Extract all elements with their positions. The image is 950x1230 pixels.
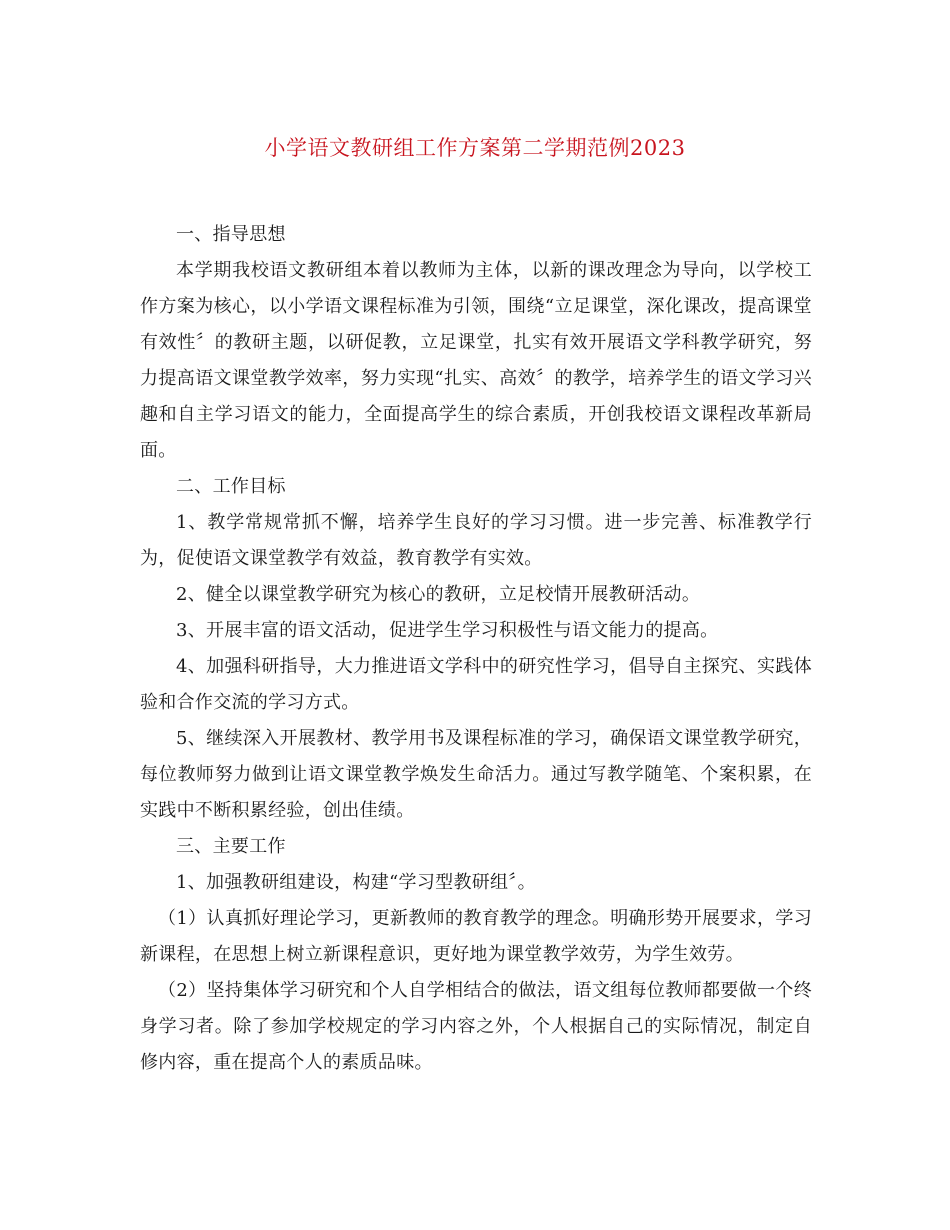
- paragraph: 3、开展丰富的语文活动，促进学生学习积极性与语文能力的提高。: [176, 620, 719, 641]
- paragraph: 5、继续深入开展教材、教学用书及课程标准的学习，确保语文课堂教学研究，每位教师努力做到让语文课堂教学焕发生命活力。通过写教学随笔、个案积累，在实践中不断积累经验，创出佳绩。: [140, 728, 812, 821]
- sub-paragraph: （2）坚持集体学习研究和个人自学相结合的做法，语文组每位教师都要做一个终身学习者。除了参加学校规定的学习内容之外，个人根据自己的实际情况，制定自修内容，重在提高个人的素质品味。: [140, 980, 812, 1073]
- paragraph: 2、健全以课堂教学研究为核心的教研，立足校情开展教研活动。: [176, 584, 701, 605]
- document-body: [140, 217, 812, 1081]
- document-title: 小学语文教研组工作方案第二学期范例2023: [264, 136, 686, 160]
- section-heading-work-goals: 二、工作目标: [176, 476, 286, 497]
- paragraph: 本学期我校语文教研组本着以教师为主体，以新的课改理念为导向，以学校工作方案为核心，以小学语文课程标准为引领，围绕“立足课堂，深化课改，提高课堂有效性〞的教研主题，以研促教，立足课堂，扎实有效开展语文学科教学研究，努力提高语文课堂教学效率，努力实现“扎实、高效〞的教学，培养学生的语文学习兴趣和自主学习语文的能力，全面提高学生的综合素质，开创我校语文课程改革新局面。: [140, 260, 812, 461]
- sub-paragraph: （1）认真抓好理论学习，更新教师的教育教学的理念。明确形势开展要求，学习新课程，在思想上树立新课程意识，更好地为课堂教学效劳，为学生效劳。: [140, 908, 812, 965]
- section-heading-guiding-ideology: 一、指导思想: [176, 224, 286, 245]
- paragraph: 4、加强科研指导，大力推进语文学科中的研究性学习，倡导自主探究、实践体验和合作交流的学习方式。: [140, 656, 812, 713]
- paragraph: 1、教学常规常抓不懈，培养学生良好的学习习惯。进一步完善、标准教学行为，促使语文课堂教学有效益，教育教学有实效。: [140, 512, 812, 569]
- paragraph: 1、加强教研组建设，构建“学习型教研组〞。: [176, 872, 536, 893]
- section-heading-main-work: 三、主要工作: [176, 836, 286, 857]
